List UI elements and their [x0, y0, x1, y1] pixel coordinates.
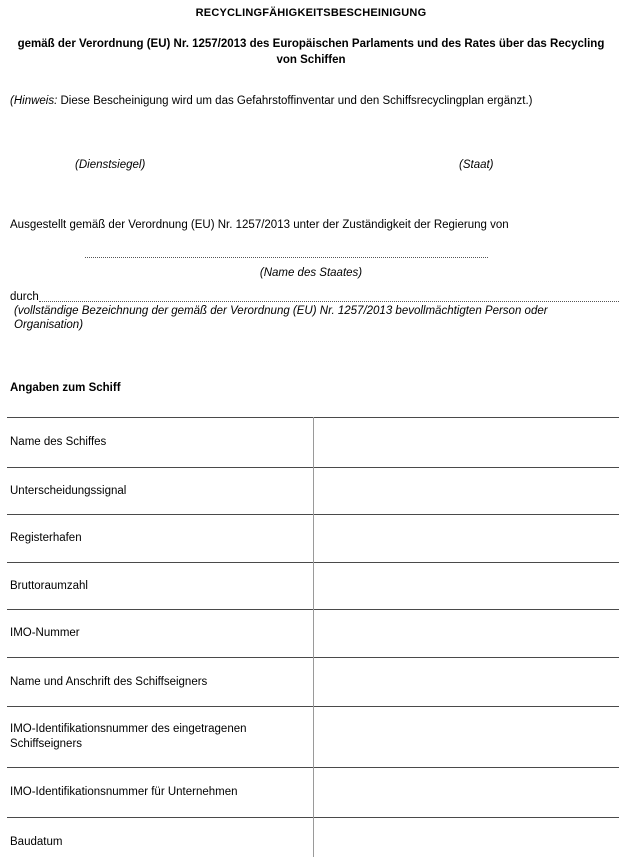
row-label: IMO-Identifikationsnummer für Unternehmen: [7, 768, 313, 818]
state-name-fill-line: [85, 257, 488, 258]
row-label: Baudatum: [7, 818, 313, 857]
table-row: [7, 818, 619, 857]
row-label: Name und Anschrift des Schiffseigners: [7, 658, 313, 707]
table-row: [7, 610, 619, 658]
table-row: [7, 658, 619, 707]
row-value: [313, 468, 619, 515]
row-value: [313, 768, 619, 818]
row-label: Unterscheidungssignal: [7, 468, 313, 515]
row-label: Registerhafen: [7, 515, 313, 563]
issued-by-caption: (vollständige Bezeichnung der gemäß der Verordnung (EU) Nr. 1257/2013 bevollmächtigten Person oder Organisation): [14, 305, 548, 331]
row-value: [313, 418, 619, 468]
table-row: [7, 418, 619, 468]
row-value: [313, 515, 619, 563]
row-label: IMO-Nummer: [7, 610, 313, 658]
state-placeholder: (Staat): [459, 159, 494, 171]
issued-statement: Ausgestellt gemäß der Verordnung (EU) Nr. 1257/2013 unter der Zuständigkeit der Regierung von: [10, 219, 509, 231]
note-hint-label: (Hinweis:: [10, 95, 58, 107]
state-name-caption: (Name des Staates): [259, 267, 363, 279]
seal-state-row: [0, 158, 622, 172]
row-value: [313, 658, 619, 707]
table-row: [7, 468, 619, 515]
issued-by-fill-line: [39, 301, 619, 302]
note-text: Diese Bescheinigung wird um das Gefahrstoffinventar und den Schiffsrecyclingplan ergänzt.): [57, 95, 533, 107]
table-row: [7, 768, 619, 818]
row-value: [313, 818, 619, 857]
row-value: [313, 563, 619, 610]
document-subtitle: gemäß der Verordnung (EU) Nr. 1257/2013 des Europäischen Parlaments und des Rates über das Recycling von Schiffen: [17, 38, 605, 66]
table-row: [7, 563, 619, 610]
row-label: IMO-Identifikationsnummer des eingetragenen Schiffseigners: [7, 707, 313, 768]
ship-table-body: [7, 418, 619, 857]
row-label: Bruttoraumzahl: [7, 563, 313, 610]
row-value: [313, 707, 619, 768]
issued-by-row: [10, 290, 619, 304]
table-row: [7, 707, 619, 768]
official-seal-placeholder: (Dienstsiegel): [75, 159, 146, 171]
supplement-note: [10, 94, 612, 108]
issued-by-label: durch: [10, 291, 39, 303]
row-label: Name des Schiffes: [7, 418, 313, 468]
row-value: [313, 610, 619, 658]
ship-details-heading: Angaben zum Schiff: [10, 382, 121, 394]
table-row: [7, 515, 619, 563]
document-title: RECYCLINGFÄHIGKEITSBESCHEINIGUNG: [195, 7, 427, 19]
ship-details-table: [7, 417, 619, 857]
